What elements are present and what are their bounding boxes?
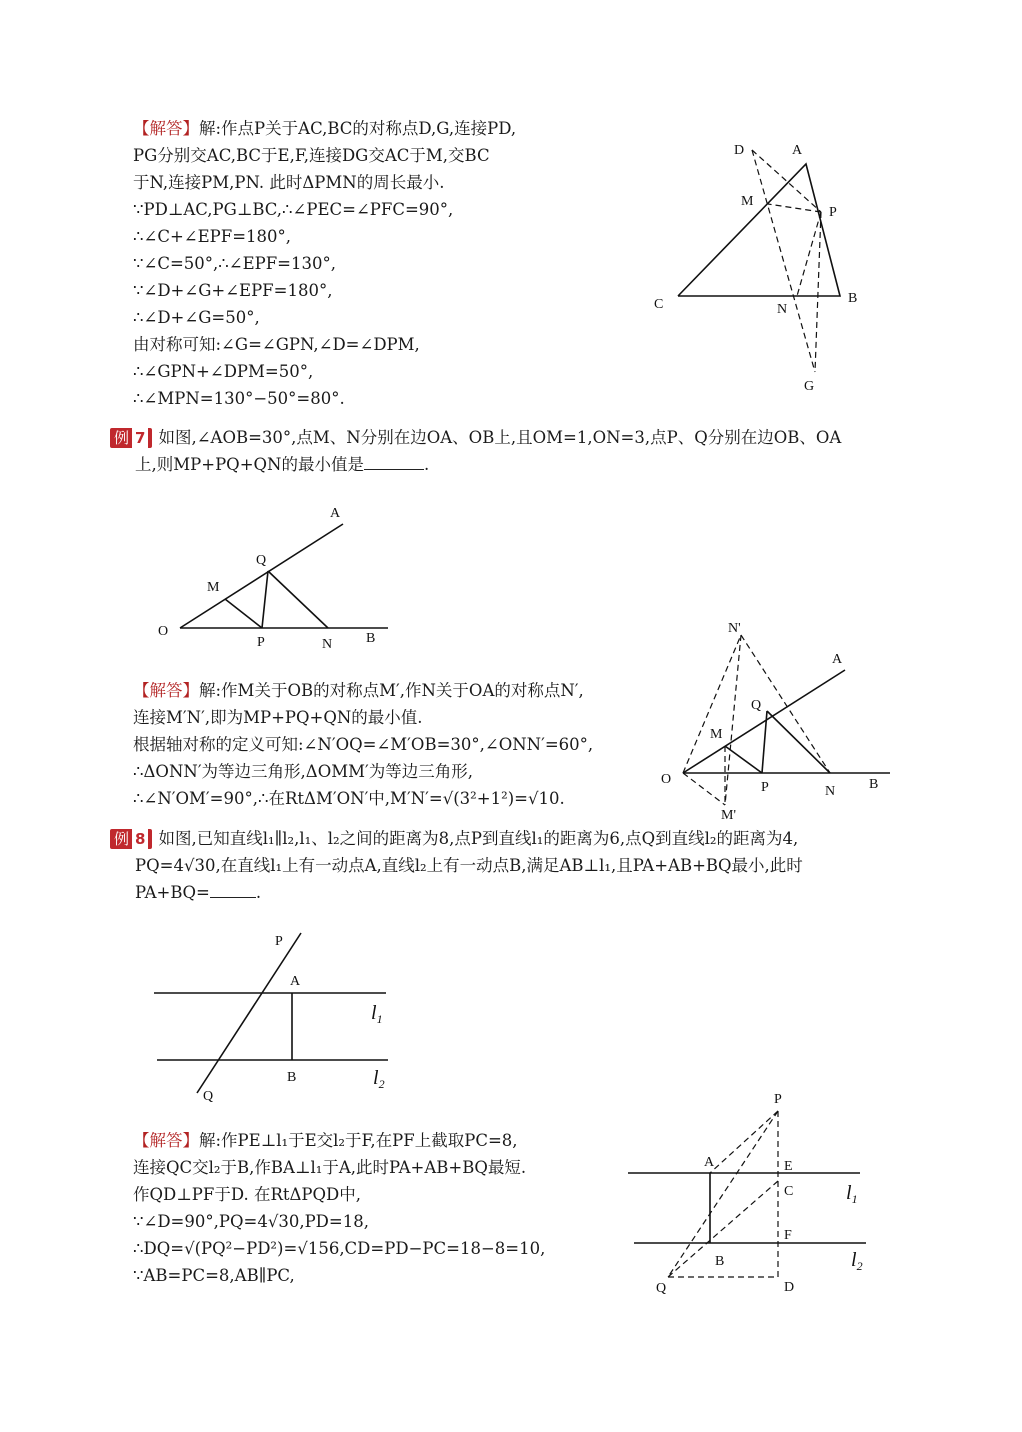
answer-blank [210, 883, 256, 898]
solution-6 [133, 115, 516, 412]
solution-8-line: 【解答】解:作PE⊥l₁于E交l₂于F,在PF上截取PC=8, [133, 1131, 518, 1150]
point-label-p: P [829, 205, 837, 220]
solution-8-line: ∴DQ=√(PQ²−PD²)=√156,CD=PD−PC=18−8=10, [133, 1239, 546, 1258]
point-label-p: P [774, 1092, 782, 1107]
point-label-o: O [661, 772, 672, 787]
point-label-e: E [784, 1159, 793, 1174]
line-label-l2: $l_2$ [373, 1067, 385, 1091]
segment-mp [225, 599, 262, 628]
segment-pq [262, 571, 268, 628]
example-7-line: 上,则MP+PQ+QN的最小值是 . [135, 455, 430, 474]
point-label-q: Q [256, 553, 267, 568]
solution-6-line: ∴∠MPN=130°−50°=80°. [133, 389, 345, 408]
answer-tag: 【解答】 [133, 119, 199, 138]
example-8-line: PA+BQ= . [135, 883, 262, 902]
solution-6-line: 于N,连接PM,PN. 此时ΔPMN的周长最小. [133, 173, 445, 192]
point-label-b: B [366, 631, 376, 646]
point-label-p: P [761, 780, 769, 795]
point-label-f: F [784, 1228, 792, 1243]
point-label-a: A [290, 974, 301, 989]
solution-8-line: 连接QC交l₂于B,作BA⊥l₁于A,此时PA+AB+BQ最短. [133, 1158, 527, 1177]
line-label-l2: $l_2$ [851, 1249, 863, 1273]
solution-6-line: ∴∠GPN+∠DPM=50°, [133, 362, 314, 381]
figure-parallel-lines [150, 925, 400, 1105]
solution-6-line: PG分别交AC,BC于E,F,连接DG交AC于M,交BC [133, 146, 490, 165]
solution-7-line: ∴∠N′OM′=90°,∴在RtΔM′ON′中,M′N′=√(3²+1²)=√10. [133, 789, 565, 808]
segment-pq [668, 1111, 778, 1277]
point-label-q: Q [751, 698, 762, 713]
line-label-l1: $l_1$ [846, 1182, 858, 1206]
point-label-o: O [158, 624, 169, 639]
answer-tag: 【解答】 [133, 1131, 199, 1150]
point-label-c: C [654, 297, 664, 312]
segment-pa [710, 1111, 778, 1173]
solution-6-line: ∵∠D+∠G+∠EPF=180°, [133, 281, 333, 300]
example-7-line: 例 7 如图,∠AOB=30°,点M、N分别在边OA、OB上,且OM=1,ON=3,点P、Q分别在边OB、OA [110, 424, 841, 451]
solution-8-line: ∵∠D=90°,PQ=4√30,PD=18, [133, 1212, 369, 1231]
point-label-p: P [275, 934, 283, 949]
answer-tag: 【解答】 [133, 681, 199, 700]
example-7 [110, 424, 841, 478]
point-label-n-prime: N' [728, 621, 741, 636]
point-label-b: B [715, 1254, 725, 1269]
solution-8-line: 作QD⊥PF于D. 在RtΔPQD中, [133, 1185, 362, 1204]
segment-m-prime-n-prime [725, 635, 741, 805]
example-badge: 例 7 [110, 428, 152, 448]
figure-solution-construction [620, 1085, 880, 1300]
answer-blank [364, 455, 424, 470]
solution-6-line: ∵∠C=50°,∴∠EPF=130°, [133, 254, 336, 273]
point-label-m: M [741, 194, 754, 209]
point-label-n: N [322, 637, 333, 652]
segment-dg [752, 150, 815, 372]
solution-6-line: ∴∠C+∠EPF=180°, [133, 227, 292, 246]
point-label-m: M [710, 727, 723, 742]
solution-6-line: ∵PD⊥AC,PG⊥BC,∴∠PEC=∠PFC=90°, [133, 200, 454, 219]
triangle-abc [678, 164, 840, 296]
ray-oa [180, 524, 343, 628]
solution-8-line: ∵AB=PC=8,AB∥PC, [133, 1266, 295, 1285]
line-label-l1: $l_1$ [371, 1002, 383, 1026]
line-pq [197, 933, 301, 1093]
solution-6-line: 由对称可知:∠G=∠GPN,∠D=∠DPM, [133, 335, 420, 354]
solution-7-line: ∴ΔONN′为等边三角形,ΔOMM′为等边三角形, [133, 762, 474, 781]
example-8-line: 例 8 如图,已知直线l₁∥l₂,l₁、l₂之间的距离为8,点P到直线l₁的距离为6,点Q到直线l₂的距离为4, [110, 825, 803, 852]
point-label-a: A [792, 143, 803, 158]
solution-6-line: 【解答】解:作点P关于AC,BC的对称点D,G,连接PD, [133, 119, 517, 138]
solution-7 [133, 677, 593, 812]
point-label-b: B [869, 777, 879, 792]
point-label-q: Q [203, 1089, 214, 1104]
point-label-a: A [330, 506, 341, 521]
point-label-a: A [832, 652, 843, 667]
point-label-p: P [257, 635, 265, 650]
figure-angle-aob [150, 500, 410, 660]
example-8-line: PQ=4√30,在直线l₁上有一动点A,直线l₂上有一动点B,满足AB⊥l₁,且PA+AB+BQ最小,此时 [135, 856, 803, 875]
segment-qn [767, 711, 830, 773]
point-label-d: D [784, 1280, 795, 1295]
point-label-b: B [287, 1070, 297, 1085]
point-label-a: A [704, 1155, 715, 1170]
example-badge: 例 8 [110, 829, 152, 849]
segment-qn [268, 571, 328, 628]
point-label-b: B [848, 291, 858, 306]
point-label-q: Q [656, 1281, 667, 1296]
point-label-c: C [784, 1184, 794, 1199]
example-8 [110, 825, 803, 906]
solution-7-line: 根据轴对称的定义可知:∠N′OQ=∠M′OB=30°,∠ONN′=60°, [133, 735, 594, 754]
solution-6-line: ∴∠D+∠G=50°, [133, 308, 260, 327]
segment-pn [797, 212, 821, 296]
point-label-n: N [825, 784, 836, 799]
point-label-g: G [804, 379, 815, 394]
solution-8 [133, 1127, 545, 1289]
point-label-m-prime: M' [721, 808, 736, 823]
point-label-d: D [734, 143, 745, 158]
solution-7-line: 连接M′N′,即为MP+PQ+QN的最小值. [133, 708, 423, 727]
figure-triangle-abc [640, 130, 880, 400]
segment-pg [815, 212, 821, 372]
point-label-m: M [207, 580, 220, 595]
figure-reflection-aob [655, 615, 900, 825]
segment-o-m-prime [683, 773, 725, 805]
point-label-n: N [777, 302, 788, 317]
solution-7-line: 【解答】解:作M关于OB的对称点M′,作N关于OA的对称点N′, [133, 681, 584, 700]
